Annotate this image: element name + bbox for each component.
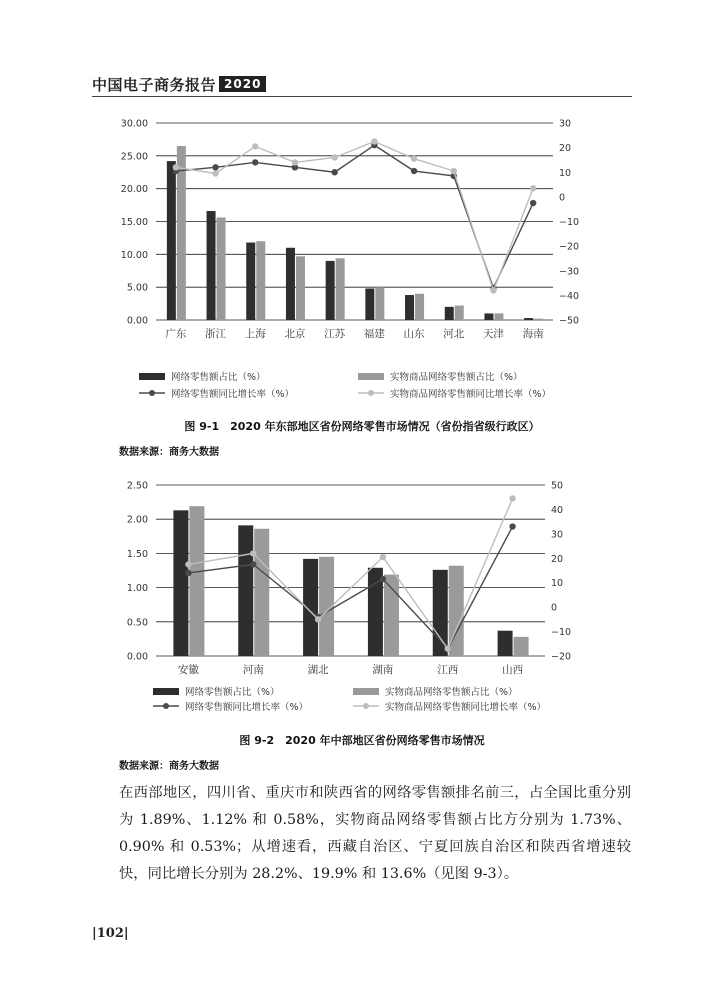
page-header [92, 74, 266, 94]
y-tick-label: 30.00 [120, 118, 148, 130]
figure-9-1-chart [0, 110, 721, 410]
figure-9-2-caption: 图 9-2 2020 年中部地区省份网络零售市场情况 [239, 734, 485, 747]
page-number: |102| [92, 926, 129, 941]
bar [524, 318, 533, 320]
y-tick-label: 10.00 [120, 249, 148, 261]
bar [384, 575, 399, 656]
data-point [250, 550, 256, 556]
data-point [292, 159, 298, 165]
bar [256, 241, 265, 320]
x-tick-label: 山东 [403, 328, 425, 340]
y2-tick-label: 20 [559, 143, 572, 155]
data-point [331, 169, 337, 175]
legend-swatch-physical-share [353, 688, 379, 695]
data-point [490, 287, 496, 293]
x-tick-label: 江苏 [324, 328, 346, 340]
y2-tick-label: 30 [551, 529, 564, 541]
bar [189, 506, 204, 656]
y2-tick-label: −10 [551, 627, 572, 639]
figure-9-2-chart [0, 474, 721, 724]
bar [296, 256, 305, 320]
legend-marker [149, 390, 155, 396]
y2-tick-label: −20 [551, 651, 572, 663]
y-tick-label: 25.00 [120, 151, 148, 163]
data-point [530, 185, 536, 191]
y-tick-label: 2.50 [126, 480, 148, 492]
bar [498, 631, 513, 656]
y-tick-label: 1.50 [126, 548, 148, 560]
data-point [331, 154, 337, 160]
bar [207, 211, 216, 320]
x-tick-label: 山西 [502, 664, 524, 676]
bar [534, 319, 543, 320]
data-point [380, 576, 386, 582]
bar [286, 248, 295, 320]
bar [484, 313, 493, 320]
data-point [371, 138, 377, 144]
figure-9-2-source: 数据来源：商务大数据 [119, 761, 219, 772]
bar [365, 288, 374, 320]
legend-swatch-physical-share [358, 373, 384, 380]
y2-tick-label: 10 [559, 167, 572, 179]
data-point [509, 523, 515, 529]
x-tick-label: 海南 [522, 328, 544, 340]
bar [326, 261, 335, 320]
x-tick-label: 福建 [363, 328, 385, 340]
y-tick-label: 5.00 [126, 282, 148, 294]
legend-swatch-online-share [153, 688, 179, 695]
bar [173, 510, 188, 656]
bar [494, 313, 503, 320]
data-point [315, 616, 321, 622]
bar [375, 287, 384, 320]
data-point [451, 168, 457, 174]
legend-label: 网络零售额同比增长率（%） [171, 389, 295, 400]
legend-label: 网络零售额占比（%） [171, 372, 266, 383]
y-tick-label: 15.00 [120, 217, 148, 228]
bar [238, 525, 253, 656]
data-point [212, 164, 218, 170]
book-title: 中国电子商务报告 [92, 75, 217, 94]
legend-marker [368, 390, 374, 396]
y2-tick-label: −30 [559, 266, 580, 278]
y2-tick-label: 10 [551, 578, 564, 590]
bar [405, 295, 414, 320]
data-point [380, 554, 386, 560]
y-tick-label: 0.50 [126, 617, 148, 629]
figure-9-1-caption: 图 9-1 2020 年东部地区省份网络零售市场情况（省份指省级行政区） [184, 420, 540, 433]
y-tick-label: 20.00 [120, 184, 148, 196]
legend-swatch-online-share [139, 373, 165, 380]
data-point [530, 200, 536, 206]
series-line [176, 141, 533, 290]
bar [167, 161, 176, 320]
data-point [212, 170, 218, 176]
y2-tick-label: 20 [551, 553, 564, 565]
x-tick-label: 广东 [165, 328, 187, 340]
legend-label: 实物商品网络零售额占比（%） [385, 687, 518, 698]
bar [254, 529, 269, 656]
x-tick-label: 安徽 [177, 664, 199, 676]
x-tick-label: 北京 [284, 328, 306, 340]
x-tick-label: 湖南 [372, 664, 394, 676]
bar [514, 637, 529, 656]
y2-tick-label: 40 [551, 504, 564, 516]
data-point [411, 156, 417, 162]
y-tick-label: 2.00 [126, 514, 148, 526]
legend-label: 实物商品网络零售额同比增长率（%） [385, 702, 547, 713]
legend-label: 网络零售额占比（%） [185, 687, 280, 698]
data-point [411, 168, 417, 174]
y2-tick-label: 0 [551, 602, 558, 614]
x-tick-label: 江西 [437, 664, 459, 676]
page-number-value: 102 [96, 926, 124, 941]
y2-tick-label: −50 [559, 315, 580, 327]
y-tick-label: 0.00 [126, 651, 148, 663]
data-point [445, 645, 451, 651]
legend-marker [163, 703, 169, 709]
bar [336, 258, 345, 320]
bar [217, 218, 226, 320]
y-tick-label: 1.00 [126, 583, 148, 595]
y2-tick-label: −40 [559, 290, 580, 302]
data-point [250, 561, 256, 567]
y2-tick-label: 0 [559, 192, 566, 204]
header-divider [92, 96, 632, 97]
bar [433, 570, 448, 656]
data-point [173, 164, 179, 170]
bar [246, 243, 255, 320]
y-tick-label: 0.00 [126, 315, 148, 327]
x-tick-label: 河北 [443, 328, 465, 340]
book-year-badge: 2020 [219, 76, 266, 92]
series-line [188, 498, 512, 648]
y2-tick-label: −10 [559, 217, 580, 228]
x-tick-label: 上海 [244, 328, 266, 340]
bar [445, 307, 454, 320]
figure-9-1-source: 数据来源：商务大数据 [119, 447, 219, 458]
body-paragraph: 在西部地区，四川省、重庆市和陕西省的网络零售额排名前三，占全国比重分别为 1.89%、1.12% 和 0.58%，实物商品网络零售额占比方分别为 1.73%、0.90% 和 0.53%；从增速看，西藏自治区、宁夏回族自治区和陕西省增速较快，同比增长分别为 28.2%、19.9% 和 13.6%（见图 9-3）。 [119, 785, 631, 882]
y2-tick-label: −20 [559, 241, 580, 253]
y2-tick-label: 50 [551, 480, 564, 492]
x-tick-label: 河南 [242, 664, 264, 676]
legend-label: 实物商品网络零售额占比（%） [390, 372, 523, 383]
legend-label: 网络零售额同比增长率（%） [185, 702, 309, 713]
data-point [252, 159, 258, 165]
legend-marker [363, 703, 369, 709]
y2-tick-label: 30 [559, 118, 572, 130]
series-line [176, 145, 533, 288]
data-point [252, 143, 258, 149]
legend-label: 实物商品网络零售额同比增长率（%） [390, 389, 552, 400]
data-point [185, 561, 191, 567]
x-tick-label: 湖北 [307, 664, 329, 676]
data-point [509, 495, 515, 501]
bar [415, 294, 424, 320]
x-tick-label: 浙江 [205, 328, 227, 340]
bar [455, 306, 464, 320]
data-point [185, 570, 191, 576]
x-tick-label: 天津 [482, 328, 504, 340]
